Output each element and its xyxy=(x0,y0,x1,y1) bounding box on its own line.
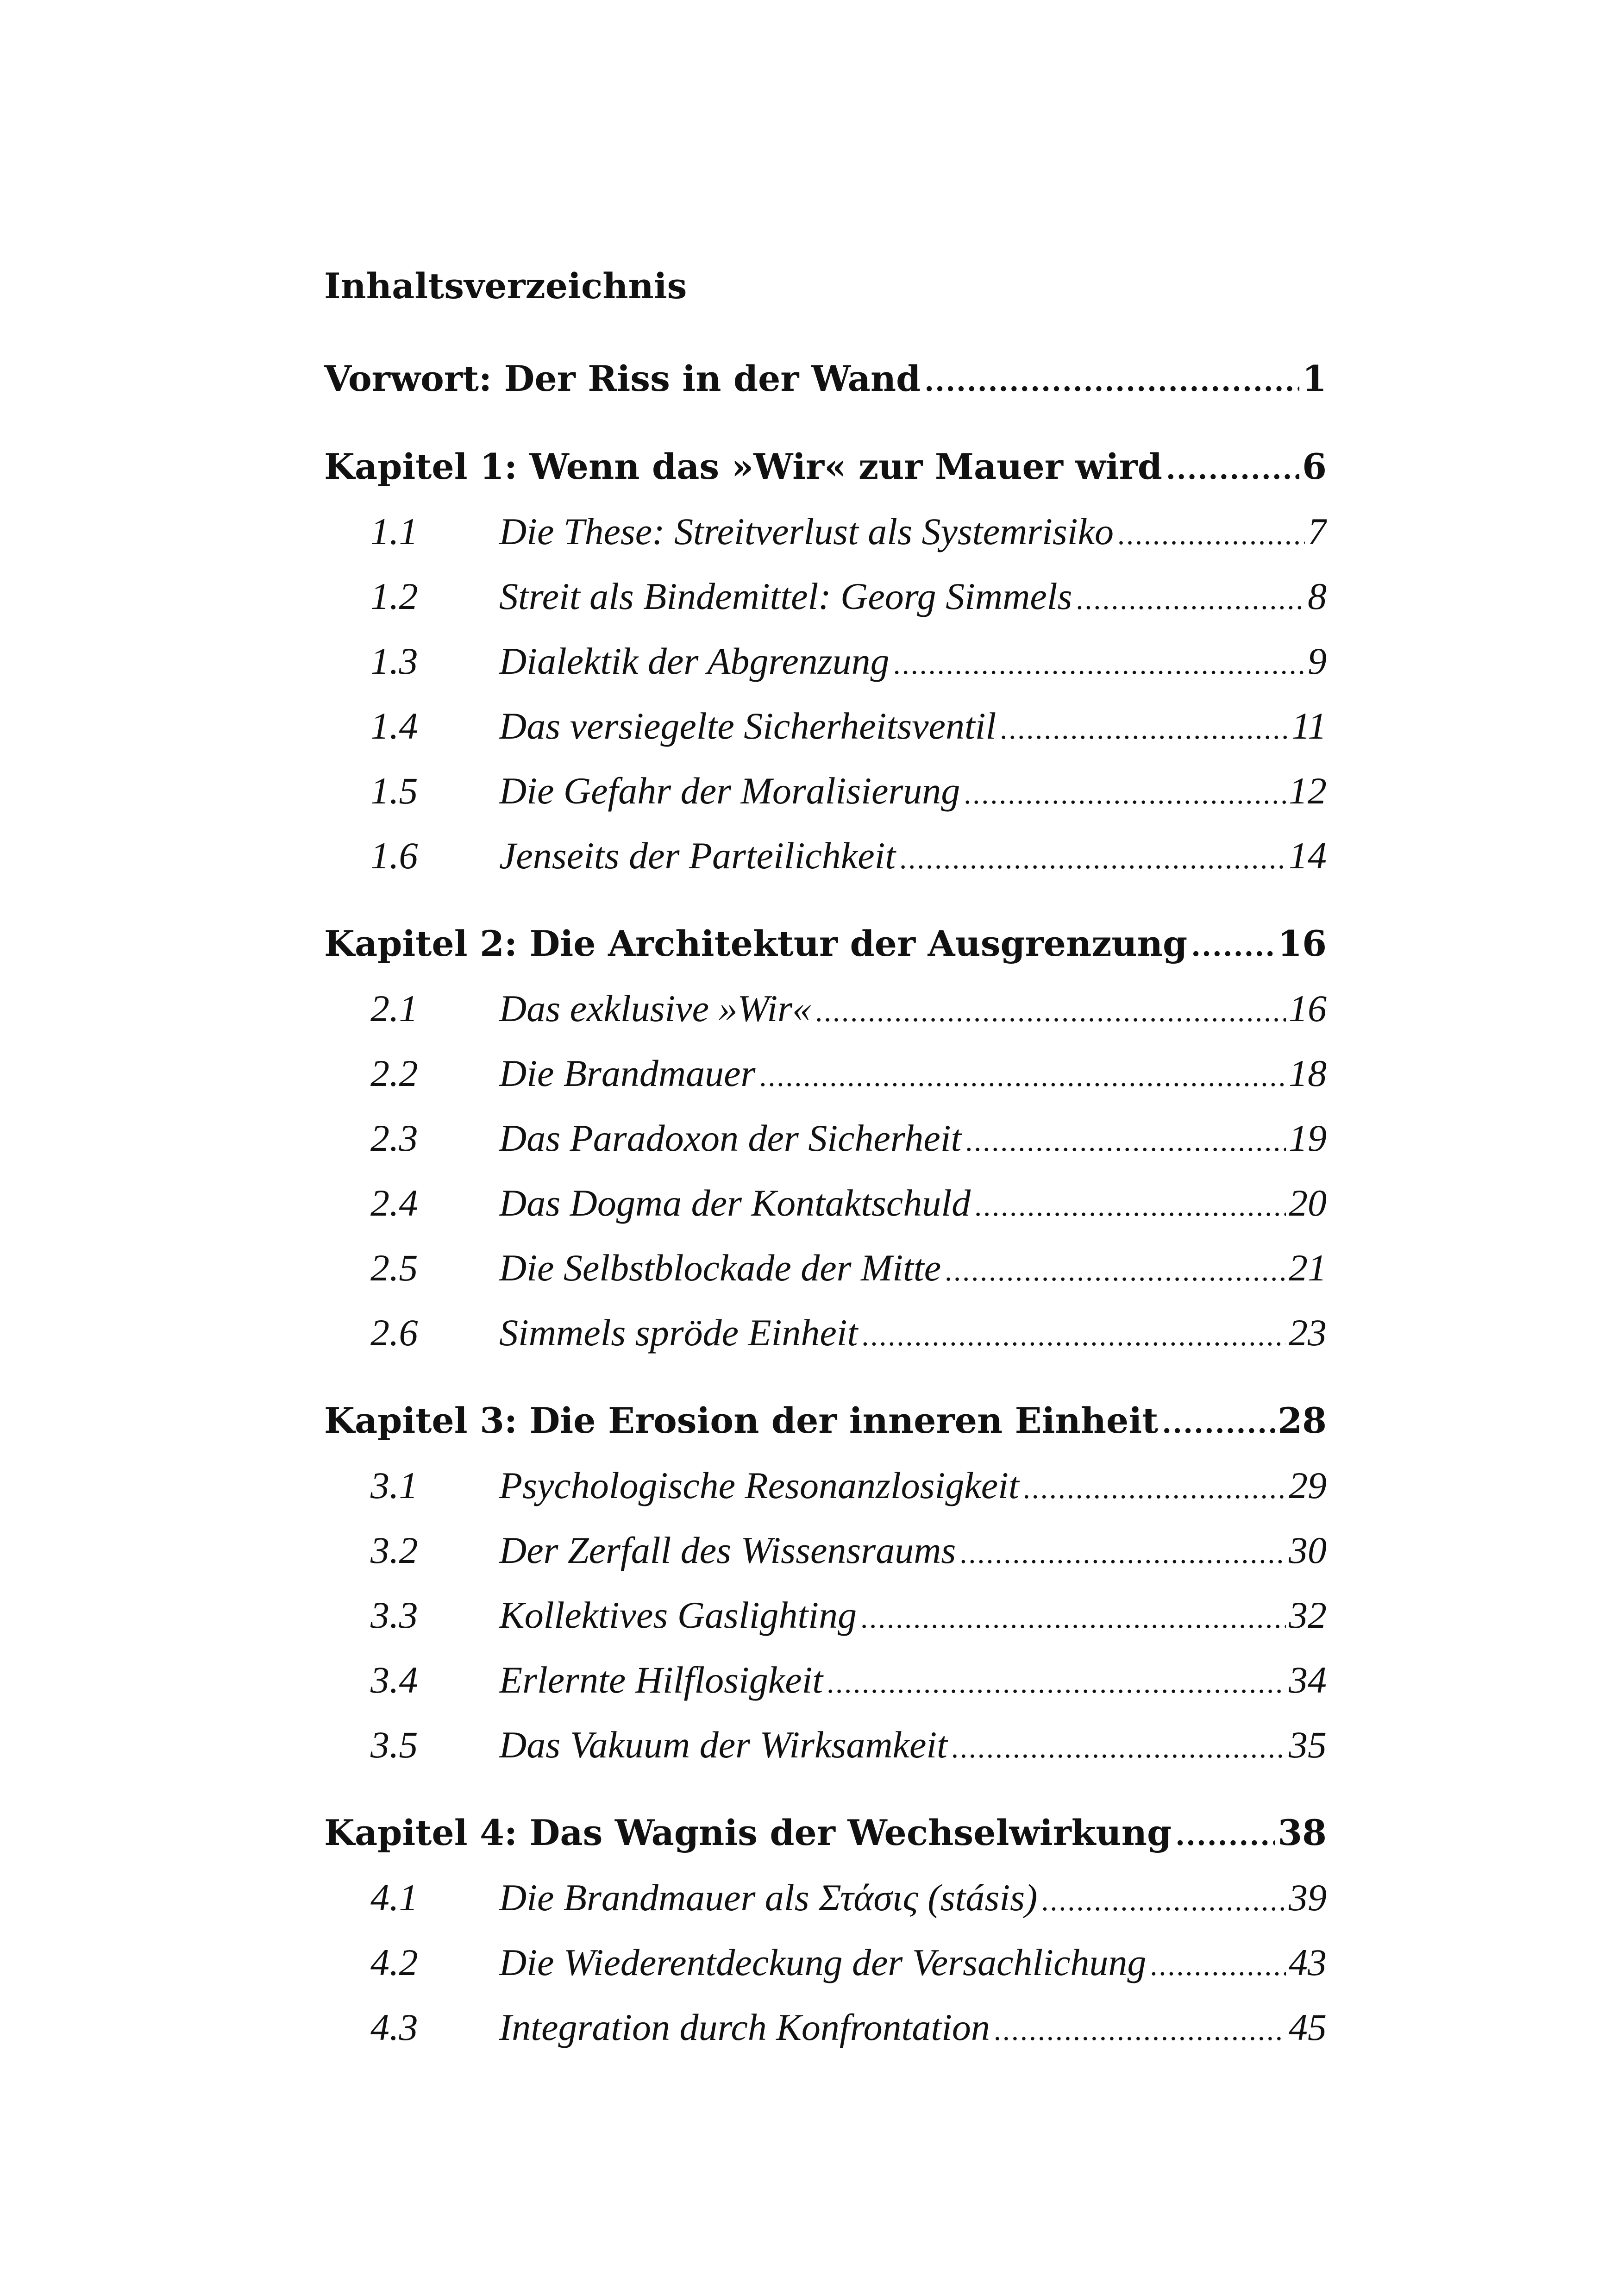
entry-page: 7 xyxy=(1308,510,1327,552)
dot-leader xyxy=(815,988,1286,1032)
entry-page: 38 xyxy=(1278,1812,1327,1853)
section-number: 1.6 xyxy=(370,834,418,877)
toc-entry-chapter xyxy=(324,1810,1327,1856)
dot-leader xyxy=(974,1183,1286,1226)
dot-leader xyxy=(1076,576,1305,620)
entry-title: Kapitel 1: Wenn das »Wir« zur Mauer wird xyxy=(324,446,1162,487)
section-number: 2.1 xyxy=(370,987,418,1029)
entry-title: Kapitel 4: Das Wagnis der Wechselwirkung xyxy=(324,1812,1172,1853)
section-number: 2.5 xyxy=(370,1247,418,1289)
entry-page: 29 xyxy=(1289,1464,1327,1506)
dot-leader xyxy=(1023,1465,1286,1509)
entry-title: Die Gefahr der Moralisierung xyxy=(499,770,960,812)
entry-title: Erlernte Hilflosigkeit xyxy=(499,1659,823,1701)
entry-title: Kapitel 3: Die Erosion der inneren Einheit xyxy=(324,1400,1159,1441)
entry-page: 30 xyxy=(1289,1529,1327,1571)
entry-title: Das Vakuum der Wirksamkeit xyxy=(499,1724,947,1766)
dot-leader xyxy=(945,1248,1286,1291)
toc-entry-section xyxy=(324,1875,1327,1921)
dot-leader xyxy=(1166,446,1299,490)
dot-leader xyxy=(1000,706,1289,749)
toc-entry-section xyxy=(324,1592,1327,1638)
section-number: 1.1 xyxy=(370,510,418,552)
toc-entry-section xyxy=(324,985,1327,1032)
toc-entry-section xyxy=(324,703,1327,749)
toc-entry-chapter xyxy=(324,1398,1327,1444)
entry-title: Das versiegelte Sicherheitsventil xyxy=(499,705,997,747)
entry-title: Die Brandmauer xyxy=(499,1052,756,1094)
section-number: 4.1 xyxy=(370,1876,418,1919)
dot-leader xyxy=(861,1312,1286,1356)
toc-entry-section xyxy=(324,1657,1327,1703)
section-number: 3.3 xyxy=(370,1594,418,1636)
entry-page: 6 xyxy=(1302,446,1327,487)
toc-entry-section xyxy=(324,1462,1327,1509)
entry-title: Das Dogma der Kontaktschuld xyxy=(499,1182,971,1224)
entry-title: Das Paradoxon der Sicherheit xyxy=(499,1117,962,1159)
dot-leader xyxy=(1041,1877,1286,1921)
toc-entry-section xyxy=(324,573,1327,620)
section-number: 1.2 xyxy=(370,575,418,617)
entry-title: Kapitel 2: Die Architektur der Ausgrenzung xyxy=(324,923,1188,964)
toc-entry-chapter xyxy=(324,444,1327,490)
entry-page: 35 xyxy=(1289,1724,1327,1766)
toc-entry-section xyxy=(324,1245,1327,1291)
section-number: 2.2 xyxy=(370,1052,418,1094)
entry-title: Dialektik der Abgrenzung xyxy=(499,640,890,682)
entry-page: 19 xyxy=(1289,1117,1327,1159)
dot-leader xyxy=(1150,1942,1286,1986)
dot-leader xyxy=(1191,923,1275,967)
toc-entry-section xyxy=(324,1722,1327,1768)
section-number: 3.4 xyxy=(370,1659,418,1701)
entry-page: 8 xyxy=(1308,575,1327,617)
entry-page: 21 xyxy=(1289,1247,1327,1289)
dot-leader xyxy=(1175,1813,1275,1856)
entry-page: 34 xyxy=(1289,1659,1327,1701)
entry-page: 18 xyxy=(1289,1052,1327,1094)
entry-title: Kollektives Gaslighting xyxy=(499,1594,857,1636)
entry-page: 23 xyxy=(1289,1311,1327,1354)
section-number: 2.3 xyxy=(370,1117,418,1159)
section-number: 1.5 xyxy=(370,770,418,812)
section-number: 3.2 xyxy=(370,1529,418,1571)
section-number: 1.4 xyxy=(370,705,418,747)
toc-entry-section xyxy=(324,1310,1327,1356)
entry-title: Jenseits der Parteilichkeit xyxy=(499,834,896,877)
toc-entry-section xyxy=(324,2004,1327,2051)
dot-leader xyxy=(994,2007,1286,2051)
toc-entry-section xyxy=(324,1050,1327,1097)
toc-entry-section xyxy=(324,1115,1327,1161)
entry-page: 28 xyxy=(1278,1400,1327,1441)
entry-title: Die Wiederentdeckung der Versachlichung xyxy=(499,1941,1147,1983)
toc-heading: Inhaltsverzeichnis xyxy=(324,265,687,307)
entry-page: 11 xyxy=(1291,705,1327,747)
entry-page: 9 xyxy=(1308,640,1327,682)
entry-page: 32 xyxy=(1289,1594,1327,1636)
toc-entry-section xyxy=(324,1180,1327,1226)
entry-title: Psychologische Resonanzlosigkeit xyxy=(499,1464,1019,1506)
dot-leader xyxy=(959,1530,1286,1574)
toc-entry-chapter xyxy=(324,921,1327,967)
dot-leader xyxy=(1162,1400,1275,1444)
entry-title: Das exklusive »Wir« xyxy=(499,987,812,1029)
toc-entry-section xyxy=(324,1939,1327,1986)
entry-page: 45 xyxy=(1289,2006,1327,2048)
toc-entry-section xyxy=(324,638,1327,684)
entry-title: Streit als Bindemittel: Georg Simmels xyxy=(499,575,1072,617)
section-number: 4.3 xyxy=(370,2006,418,2048)
section-number: 1.3 xyxy=(370,640,418,682)
section-number: 2.6 xyxy=(370,1311,418,1354)
entry-page: 14 xyxy=(1289,834,1327,877)
entry-page: 1 xyxy=(1302,358,1327,399)
toc-entry-section xyxy=(324,508,1327,555)
entry-title: Vorwort: Der Riss in der Wand xyxy=(324,358,921,399)
dot-leader xyxy=(1117,511,1305,555)
toc-entry-section xyxy=(324,768,1327,814)
dot-leader xyxy=(924,358,1299,402)
section-number: 3.5 xyxy=(370,1724,418,1766)
dot-leader xyxy=(860,1595,1286,1638)
dot-leader xyxy=(827,1660,1286,1703)
dot-leader xyxy=(951,1725,1286,1768)
entry-page: 39 xyxy=(1289,1876,1327,1919)
entry-title: Die These: Streitverlust als Systemrisiko xyxy=(499,510,1114,552)
entry-title: Die Brandmauer als Στάσις (stásis) xyxy=(499,1876,1038,1919)
toc-entry-section xyxy=(324,833,1327,879)
dot-leader xyxy=(965,1118,1286,1161)
section-number: 3.1 xyxy=(370,1464,418,1506)
entry-title: Integration durch Konfrontation xyxy=(499,2006,990,2048)
toc-entry-section xyxy=(324,1527,1327,1574)
entry-page: 20 xyxy=(1289,1182,1327,1224)
dot-leader xyxy=(759,1053,1286,1097)
dot-leader xyxy=(899,835,1286,879)
dot-leader xyxy=(964,771,1286,814)
entry-title: Die Selbstblockade der Mitte xyxy=(499,1247,941,1289)
entry-page: 16 xyxy=(1289,987,1327,1029)
entry-title: Der Zerfall des Wissensraums xyxy=(499,1529,956,1571)
entry-page: 16 xyxy=(1278,923,1327,964)
entry-page: 43 xyxy=(1289,1941,1327,1983)
entry-page: 12 xyxy=(1289,770,1327,812)
entry-title: Simmels spröde Einheit xyxy=(499,1311,858,1354)
section-number: 2.4 xyxy=(370,1182,418,1224)
toc-entry-chapter xyxy=(324,356,1327,402)
section-number: 4.2 xyxy=(370,1941,418,1983)
dot-leader xyxy=(893,641,1305,684)
